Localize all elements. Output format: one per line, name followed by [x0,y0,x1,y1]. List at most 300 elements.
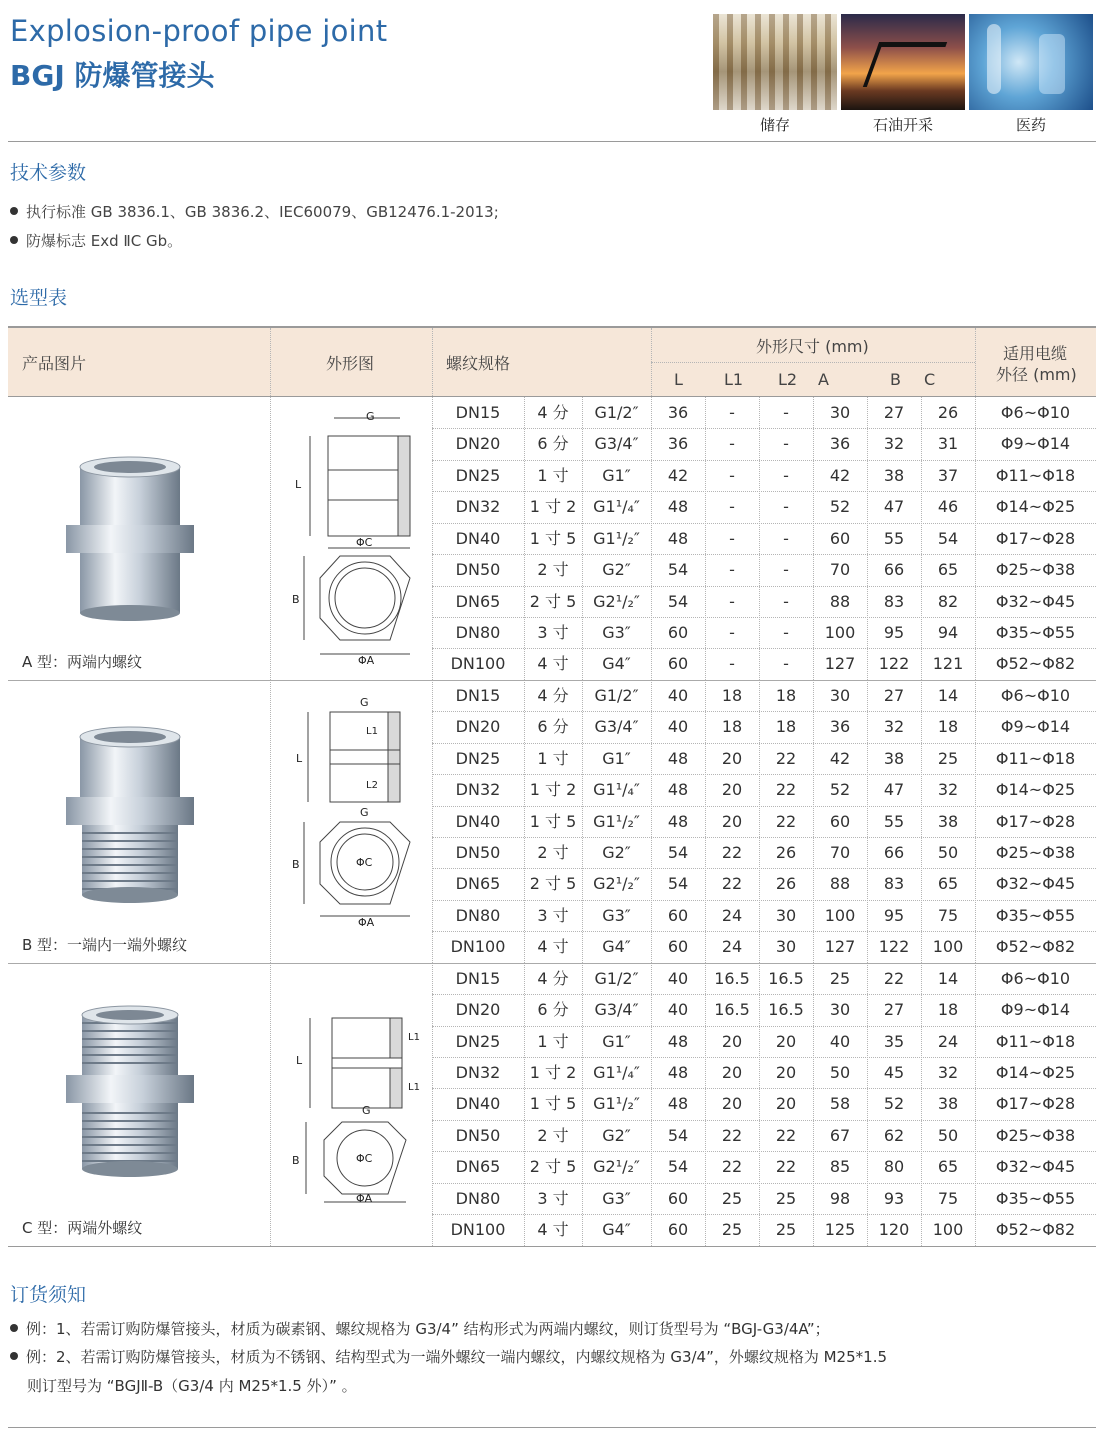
cell-L1: 24 [721,905,743,925]
cell-size: 3 寸 [537,623,569,642]
drawing-label-phiA: ΦA [356,1192,373,1205]
cell-size: 1 寸 5 [529,811,577,831]
cell-thread: G3/4″ [594,434,639,454]
cell-A: 42 [829,748,851,768]
header-dim-B: B [890,370,901,389]
cell-cable: Φ11~Φ18 [995,465,1076,485]
cell-thread: G1¹/₄″ [593,780,640,800]
cell-L1: - [729,528,735,548]
cell-B: 55 [883,811,905,831]
cell-L2: - [783,434,789,454]
cell-B: 95 [883,905,905,925]
cell-C: 82 [937,591,959,611]
type-c-label: C 型：两端外螺纹 [22,1219,143,1237]
cell-A: 36 [829,434,851,454]
cell-B: 122 [878,937,910,957]
cell-C: 50 [937,1125,959,1145]
cell-L2: - [783,591,789,611]
type-a-product-photo [60,455,200,625]
cell-dn: DN32 [455,780,501,800]
cell-A: 42 [829,465,851,485]
cell-C: 75 [937,1188,959,1208]
cell-C: 75 [937,905,959,925]
cell-L2: 18 [775,685,797,705]
cell-size: 2 寸 5 [529,874,577,894]
drawing-label-L: L [296,1054,303,1067]
cell-dn: DN100 [450,654,506,674]
drawing-label-G: G [366,410,375,423]
cell-A: 125 [824,1220,856,1240]
cell-C: 14 [937,968,959,988]
cell-thread: G1¹/₂″ [593,1094,640,1114]
tech-item-text: 执行标准 GB 3836.1、GB 3836.2、IEC60079、GB12476.1-2013; [26,203,499,221]
order-item-2-continued: 则订型号为 “BGJⅡ-B（G3/4 内 M25*1.5 外）” 。 [27,1377,357,1395]
cell-L: 54 [667,874,689,894]
cell-L1: - [729,434,735,454]
cell-L: 60 [667,937,689,957]
cell-dn: DN40 [455,811,501,831]
cell-cable: Φ25~Φ38 [995,1125,1076,1145]
cell-thread: G3/4″ [594,1000,639,1020]
cell-B: 62 [883,1125,905,1145]
cell-size: 1 寸 5 [529,528,577,548]
cell-cable: Φ25~Φ38 [995,843,1076,863]
tech-item-text: 防爆标志 Exd ⅡC Gb。 [26,232,183,250]
cell-B: 93 [883,1188,905,1208]
header-product-image: 产品图片 [22,354,87,373]
header-dimensions: 外形尺寸 (mm) [756,337,869,356]
header-outline: 外形图 [326,354,375,373]
cell-L1: 22 [721,1157,743,1177]
cell-A: 70 [829,843,851,863]
cell-size: 1 寸 2 [529,497,577,517]
type-c-outline-drawing [290,1010,420,1210]
cell-dn: DN100 [450,937,506,957]
cell-size: 1 寸 5 [529,1094,577,1114]
cell-C: 50 [937,843,959,863]
cell-L2: 16.5 [768,968,804,988]
cell-L2: 22 [775,1125,797,1145]
bullet-icon [10,1352,18,1360]
cell-thread: G2¹/₂″ [593,874,640,894]
cell-L2: 20 [775,1094,797,1114]
cell-size: 4 分 [537,403,569,422]
cell-dn: DN40 [455,1094,501,1114]
cell-cable: Φ14~Φ25 [995,780,1076,800]
cell-thread: G1¹/₄″ [593,497,640,517]
application-label-medicine: 医药 [1015,116,1046,134]
cell-B: 47 [883,780,905,800]
cell-C: 24 [937,1031,959,1051]
cell-C: 38 [937,811,959,831]
cell-L2: - [783,623,789,642]
cell-cable: Φ9~Φ14 [1000,717,1071,737]
order-item-1 [10,1318,830,1339]
cell-cable: Φ35~Φ55 [995,905,1076,925]
cell-A: 127 [824,937,856,957]
cell-L1: 25 [721,1188,743,1208]
cell-C: 31 [937,434,959,454]
cell-B: 27 [883,685,905,705]
cell-L1: 18 [721,717,743,737]
cell-thread: G1/2″ [594,968,639,988]
drawing-label-G: G [360,806,369,819]
cell-L: 48 [667,1031,689,1051]
cell-L1: - [729,623,735,642]
cell-size: 6 分 [537,1000,569,1020]
cell-cable: Φ9~Φ14 [1000,1000,1071,1020]
cell-cable: Φ25~Φ38 [995,560,1076,580]
cell-C: 65 [937,560,959,580]
cell-B: 27 [883,1000,905,1020]
cell-C: 14 [937,685,959,705]
cell-L2: 20 [775,1063,797,1083]
cell-thread: G4″ [602,1220,631,1240]
cell-dn: DN20 [455,1000,501,1020]
cell-L1: 18 [721,685,743,705]
header-divider [8,141,1096,142]
cell-dn: DN50 [455,843,501,863]
cell-thread: G2″ [602,843,631,863]
bullet-icon [10,1324,18,1332]
cell-L2: 22 [775,811,797,831]
type-c-product-photo [60,1003,200,1183]
cell-dn: DN50 [455,560,501,580]
cell-A: 85 [829,1157,851,1177]
bullet-icon [10,236,18,244]
header-divider-v [270,328,271,396]
drawing-label-phiC: ΦC [356,856,373,869]
column-divider [270,397,271,680]
cell-dn: DN20 [455,717,501,737]
cell-dn: DN32 [455,1063,501,1083]
cell-thread: G1¹/₂″ [593,811,640,831]
cell-B: 38 [883,465,905,485]
cell-C: 54 [937,528,959,548]
cell-cable: Φ6~Φ10 [1000,685,1071,705]
header-divider-v [432,328,433,396]
order-heading: 订货须知 [10,1284,87,1306]
cell-cable: Φ17~Φ28 [995,528,1076,548]
order-item-2 [10,1346,887,1367]
cell-cable: Φ52~Φ82 [995,654,1076,674]
application-labels [713,114,1097,135]
cell-dn: DN20 [455,434,501,454]
cell-size: 3 寸 [537,905,569,925]
cell-C: 37 [937,465,959,485]
cell-L: 54 [667,1125,689,1145]
cell-thread: G3″ [602,1188,631,1208]
cell-size: 4 分 [537,968,569,988]
cell-A: 88 [829,874,851,894]
cell-L: 48 [667,748,689,768]
cell-thread: G4″ [602,937,631,957]
cell-L2: - [783,465,789,485]
cell-A: 60 [829,811,851,831]
tech-item-standard [10,201,499,222]
cell-L2: - [783,560,789,580]
cell-B: 38 [883,748,905,768]
cell-B: 66 [883,560,905,580]
header-divider-v [975,328,976,396]
cell-A: 30 [829,403,851,422]
cell-cable: Φ6~Φ10 [1000,968,1071,988]
cell-dn: DN15 [455,403,501,422]
cell-thread: G1/2″ [594,685,639,705]
cell-cable: Φ14~Φ25 [995,1063,1076,1083]
cell-L: 48 [667,1094,689,1114]
tech-heading: 技术参数 [10,162,87,184]
cell-B: 66 [883,843,905,863]
type-b-outline-drawing [290,692,420,932]
drawing-label-L: L [295,478,302,491]
cell-L: 54 [667,843,689,863]
cell-B: 22 [883,968,905,988]
cell-L: 60 [667,1188,689,1208]
cell-B: 47 [883,497,905,517]
cell-L: 60 [667,905,689,925]
cell-size: 2 寸 5 [529,591,577,611]
cell-L2: 20 [775,1031,797,1051]
footer-divider [8,1427,1096,1428]
cell-cable: Φ32~Φ45 [995,874,1076,894]
cell-size: 4 寸 [537,937,569,957]
cell-thread: G3″ [602,905,631,925]
cell-thread: G1¹/₄″ [593,1063,640,1083]
cell-C: 121 [932,654,964,674]
cell-A: 127 [824,654,856,674]
header-cable-2: 外径 (mm) [996,365,1077,384]
cell-cable: Φ14~Φ25 [995,497,1076,517]
table-bottom-rule [8,1246,1096,1247]
cell-C: 65 [937,874,959,894]
cell-cable: Φ11~Φ18 [995,748,1076,768]
cell-L: 48 [667,811,689,831]
cell-thread: G1¹/₂″ [593,528,640,548]
cell-dn: DN15 [455,685,501,705]
cell-thread: G1″ [602,465,631,485]
cell-cable: Φ35~Φ55 [995,1188,1076,1208]
cell-L1: 20 [721,748,743,768]
title-english: Explosion-proof pipe joint [10,14,388,48]
cell-C: 65 [937,1157,959,1177]
oil-extraction-photo [841,14,965,110]
cell-L: 48 [667,528,689,548]
selection-heading: 选型表 [10,287,68,309]
cell-A: 67 [829,1125,851,1145]
cell-size: 2 寸 [537,560,569,580]
cell-A: 52 [829,780,851,800]
cell-size: 1 寸 2 [529,1063,577,1083]
cell-size: 1 寸 2 [529,780,577,800]
drawing-label-B: B [292,858,300,871]
header-cable-1: 适用电缆 [1003,344,1068,363]
cell-thread: G1″ [602,1031,631,1051]
cell-L1: 20 [721,780,743,800]
drawing-label-L2: L2 [366,780,378,791]
cell-cable: Φ52~Φ82 [995,1220,1076,1240]
cell-dn: DN80 [455,905,501,925]
drawing-label-L1: L1 [408,1082,420,1093]
cell-A: 98 [829,1188,851,1208]
cell-dn: DN100 [450,1220,506,1240]
cell-C: 25 [937,748,959,768]
tech-item-marking [10,230,182,251]
cell-size: 2 寸 [537,843,569,863]
cell-B: 55 [883,528,905,548]
cell-B: 35 [883,1031,905,1051]
cell-C: 100 [932,937,964,957]
drawing-label-G: G [362,1104,371,1117]
cell-L1: - [729,497,735,517]
cell-L1: - [729,654,735,674]
cell-C: 100 [932,1220,964,1240]
cell-A: 36 [829,717,851,737]
cell-dn: DN80 [455,623,501,642]
cell-size: 4 分 [537,685,569,705]
cell-L: 54 [667,1157,689,1177]
medicine-photo [969,14,1093,110]
application-photos [713,14,1097,110]
cell-size: 3 寸 [537,1188,569,1208]
column-divider [270,680,271,963]
drawing-label-phiC: ΦC [356,536,373,549]
cell-L: 54 [667,560,689,580]
cell-L: 36 [667,403,689,422]
cell-C: 46 [937,497,959,517]
cell-L1: - [729,560,735,580]
cell-L: 40 [667,717,689,737]
cell-L: 48 [667,497,689,517]
application-label-storage: 储存 [759,116,790,134]
cell-L2: 30 [775,937,797,957]
drawing-label-L: L [296,752,303,765]
cell-L: 36 [667,434,689,454]
cell-B: 32 [883,717,905,737]
order-item-text: 例：2、若需订购防爆管接头，材质为不锈钢、结构型式为一端外螺纹一端内螺纹，内螺纹规格为 G3/4”，外螺纹规格为 M25*1.5 [26,1348,888,1366]
cell-A: 30 [829,1000,851,1020]
cell-size: 1 寸 [537,465,569,485]
cell-L: 48 [667,780,689,800]
cell-cable: Φ32~Φ45 [995,591,1076,611]
cell-L2: 25 [775,1220,797,1240]
cell-L2: - [783,497,789,517]
cell-B: 80 [883,1157,905,1177]
header-dim-L1: L1 [724,370,744,389]
cell-dn: DN65 [455,1157,501,1177]
cell-A: 88 [829,591,851,611]
cell-L1: 22 [721,843,743,863]
cell-thread: G4″ [602,654,631,674]
cell-B: 32 [883,434,905,454]
cell-thread: G1/2″ [594,403,639,422]
cell-A: 60 [829,528,851,548]
cell-C: 32 [937,780,959,800]
type-a-outline-drawing [290,408,420,668]
cell-dn: DN15 [455,968,501,988]
cell-L: 54 [667,591,689,611]
cell-A: 100 [824,905,856,925]
cell-L: 60 [667,654,689,674]
drawing-label-B: B [292,593,300,606]
drawing-label-phiC: ΦC [356,1152,373,1165]
application-label-oil: 石油开采 [872,116,933,134]
cell-size: 6 分 [537,717,569,737]
header-dim-L2: L2 [778,370,798,389]
cell-L1: 20 [721,1094,743,1114]
cell-cable: Φ6~Φ10 [1000,403,1071,422]
cell-L2: - [783,403,789,422]
cell-A: 70 [829,560,851,580]
cell-L1: - [729,465,735,485]
drawing-label-phiA: ΦA [358,916,375,929]
cell-size: 2 寸 5 [529,1157,577,1177]
cell-cable: Φ9~Φ14 [1000,434,1071,454]
cell-cable: Φ17~Φ28 [995,811,1076,831]
cell-C: 32 [937,1063,959,1083]
cell-L2: 22 [775,748,797,768]
cell-cable: Φ11~Φ18 [995,1031,1076,1051]
drawing-label-L1: L1 [366,726,378,737]
order-item-text: 例：1、若需订购防爆管接头，材质为碳素钢、螺纹规格为 G3/4” 结构形式为两端内螺纹，则订货型号为 “BGJ-G3/4A”； [26,1320,830,1338]
cell-L2: 22 [775,780,797,800]
cell-cable: Φ35~Φ55 [995,623,1076,642]
cell-L: 40 [667,968,689,988]
cell-L2: 26 [775,843,797,863]
cell-L1: 16.5 [714,968,750,988]
drawing-label-B: B [292,1154,300,1167]
cell-L: 40 [667,685,689,705]
cell-thread: G2¹/₂″ [593,591,640,611]
header-dim-L: L [674,370,683,389]
cell-L1: 24 [721,937,743,957]
cell-L1: - [729,403,735,422]
cell-L: 60 [667,623,689,642]
cell-L1: - [729,591,735,611]
cell-size: 2 寸 [537,1125,569,1145]
cell-cable: Φ52~Φ82 [995,937,1076,957]
cell-dn: DN25 [455,465,501,485]
cell-A: 100 [824,623,856,642]
cell-size: 4 寸 [537,654,569,674]
cell-thread: G2¹/₂″ [593,1157,640,1177]
cell-thread: G2″ [602,560,631,580]
cell-L2: 30 [775,905,797,925]
cell-C: 38 [937,1094,959,1114]
header-dim-C: C [924,370,936,389]
type-b-label: B 型：一端内一端外螺纹 [22,936,188,954]
cell-B: 95 [883,623,905,642]
cell-thread: G3″ [602,623,631,642]
cell-L2: 26 [775,874,797,894]
cell-A: 52 [829,497,851,517]
cell-L2: - [783,528,789,548]
header-dim-A: A [818,370,829,389]
cell-B: 52 [883,1094,905,1114]
cell-C: 18 [937,1000,959,1020]
cell-A: 30 [829,685,851,705]
cell-L1: 20 [721,1031,743,1051]
cell-dn: DN25 [455,1031,501,1051]
cell-L: 40 [667,1000,689,1020]
cell-A: 58 [829,1094,851,1114]
cell-L: 60 [667,1220,689,1240]
cell-L1: 22 [721,1125,743,1145]
cell-L2: 22 [775,1157,797,1177]
cell-size: 4 寸 [537,1220,569,1240]
cell-L: 42 [667,465,689,485]
cell-dn: DN32 [455,497,501,517]
